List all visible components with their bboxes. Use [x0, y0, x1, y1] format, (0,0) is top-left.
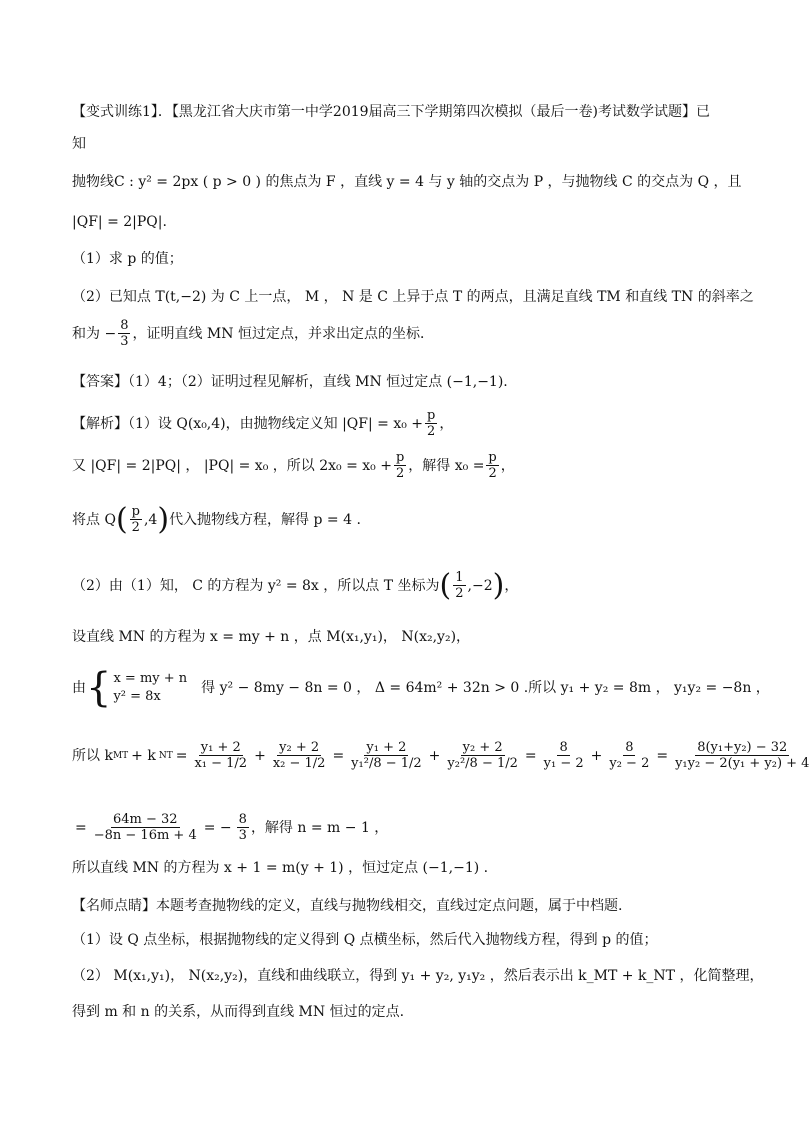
analysis-line-2: 又 |QF| = 2|PQ| ， |PQ| = x₀ ，所以 2x₀ = x₀ + $\frac{p}{2}$ ，解得 x₀ = $\frac{p}{2}$ ， [72, 450, 515, 481]
analysis-part2-line-6: 所以直线 MN 的方程为 x + 1 = m(y + 1) ，恒过定点 (−1,−1) . [72, 860, 489, 876]
fraction-1-2: $\frac{1}{2}$ [455, 570, 464, 601]
problem-part-1: （1）求 p 的值； [72, 251, 183, 267]
slope-fraction-8: $\frac{64m - 32}{-8n - 16m + 4}$ [93, 812, 197, 843]
analysis-part2-line-4: 所以 k MT + k NT = $\frac{\text{y₁ + 2}}{\text{x₁ − 1/2}}$ + $\frac{\text{y₂ + 2}}{\text{x₂ − 1/2}}$ = $\frac{\text{y₁ + 2}}{\text{y₁²/8 − 1/2}}$ + $\frac{\text{y₂ + 2}}{\text{y₂²/8 − 1/2}}$ = $\frac{8}{\text{y₁ − 2}}$ + $\frac{8}{\text{y₂ − 2}}$ = $\frac{\text{8(y₁+y₂) − 32}}{\text{y₁y₂ − 2(y₁ + y₂) + 4}}$ [72, 740, 810, 771]
slope-fraction-6: $\frac{8}{\text{y₂ − 2}}$ [609, 740, 650, 771]
fraction-8-3: $\frac{8}{3}$ [238, 812, 247, 843]
analysis-part2-line-5: = $\frac{64m - 32}{-8n - 16m + 4}$ = − $\frac{8}{3}$ ，解得 n = m − 1 ， [75, 812, 389, 843]
problem-line-4: |QF| = 2|PQ|. [72, 214, 167, 230]
problem-line-1: 【变式训练1】．【黑龙江省大庆市第一中学2019届高三下学期第四次模拟（最后一卷)考试数学试题】已 [72, 104, 710, 120]
part2b-prefix: 和为 − [72, 325, 117, 342]
slope-fraction-7: $\frac{\text{8(y₁+y₂) − 32}}{\text{y₁y₂ − 2(y₁ + y₂) + 4}}$ [675, 740, 810, 771]
comment-line-3: （2） M(x₁,y₁)， N(x₂,y₂)，直线和曲线联立，得到 y₁ + y₂, y₁y₂ ，然后表示出 k_MT + k_NT ，化简整理， [72, 968, 764, 984]
slope-fraction-4: $\frac{\text{y₂ + 2}}{\text{y₂²/8 − 1/2}}$ [447, 740, 518, 771]
problem-line-2: 知 [72, 136, 86, 152]
equation-system: x = my + n y² = 8x [113, 671, 188, 704]
fraction-p-2: $\frac{p}{2}$ [427, 408, 436, 439]
part2b-suffix: ，证明直线 MN 恒过定点，并求出定点的坐标． [132, 325, 434, 342]
slope-fraction-2: $\frac{\text{y₂ + 2}}{\text{x₂ − 1/2}}$ [272, 740, 326, 771]
analysis-part2-line-3: 由 { x = my + n y² = 8x 得 y² − 8my − 8n = 0 ， Δ = 64m² + 32n > 0 .所以 y₁ + y₂ = 8m ， y₁y₂ = −8n ， [72, 665, 770, 711]
comment-line-1: 【名师点睛】本题考查抛物线的定义，直线与抛物线相交，直线过定点问题，属于中档题. [72, 898, 623, 914]
fraction-p-2: $\frac{p}{2}$ [395, 450, 405, 481]
fraction-p-2: $\frac{p}{2}$ [131, 504, 140, 535]
analysis-line-3: 将点 Q ( $\frac{p}{2}$ ,4 ) 代入抛物线方程，解得 p = 4 . [72, 501, 361, 537]
problem-part-2: （2）已知点 T(t,−2) 为 C 上一点， M ， N 是 C 上异于点 T 的两点，且满足直线 TM 和直线 TN 的斜率之 [72, 289, 754, 305]
analysis-part2-line-2: 设直线 MN 的方程为 x = my + n ，点 M(x₁,y₁)， N(x₂,y₂)， [72, 629, 471, 645]
problem-line-3: 抛物线C : y² = 2px ( p > 0 ) 的焦点为 F ，直线 y = 4 与 y 轴的交点为 P ，与抛物线 C 的交点为 Q ，且 [72, 174, 742, 190]
problem-part-2b [72, 318, 734, 349]
fraction-p-2: $\frac{p}{2}$ [488, 450, 497, 481]
comment-line-2: （1）设 Q 点坐标，根据抛物线的定义得到 Q 点横坐标，然后代入抛物线方程，得到 p 的值； [72, 932, 658, 948]
comment-line-4: 得到 m 和 n 的关系，从而得到直线 MN 恒过的定点. [72, 1004, 405, 1020]
fraction-8-3: $\frac{8}{3}$ [120, 318, 129, 349]
analysis-part2-line-1: （2）由（1）知， C 的方程为 y² = 8x ，所以点 T 坐标为 ( $\frac{1}{2}$ ,−2 ) ， [72, 567, 519, 603]
answer-line: 【答案】（1）4；（2）证明过程见解析，直线 MN 恒过定点 (−1,−1). [72, 374, 508, 390]
analysis-line-1: 【解析】（1）设 Q(x₀,4)，由抛物线定义知 |QF| = x₀ + $\frac{p}{2}$ ， [72, 408, 454, 439]
slope-fraction-3: $\frac{\text{y₁ + 2}}{\text{y₁²/8 − 1/2}}$ [351, 740, 422, 771]
slope-fraction-5: $\frac{8}{\text{y₁ − 2}}$ [543, 740, 584, 771]
slope-fraction-1: $\frac{\text{y₁ + 2}}{\text{x₁ − 1/2}}$ [194, 740, 248, 771]
